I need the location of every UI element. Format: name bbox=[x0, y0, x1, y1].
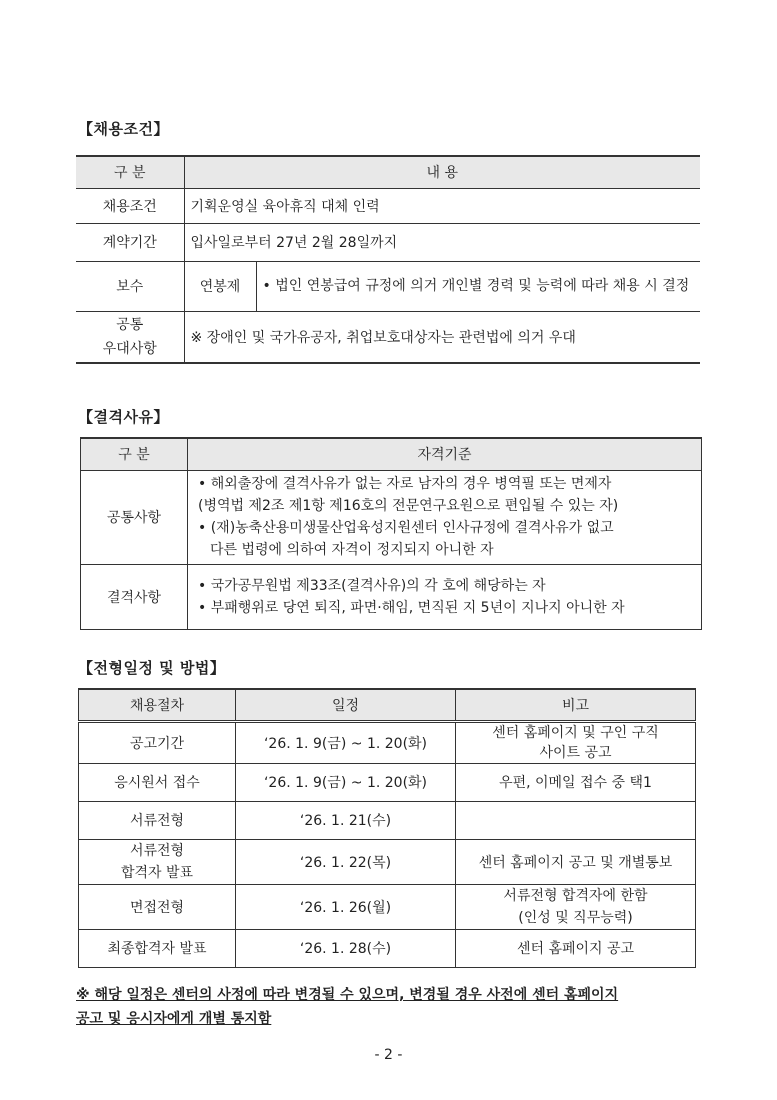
disqualification-table bbox=[80, 437, 702, 630]
schedule-note: 서류전형 합격자에 한함 (인성 및 직무능력) bbox=[456, 884, 696, 929]
row-label: 공통 우대사항 bbox=[76, 311, 184, 363]
table-header: 채용절차 bbox=[79, 689, 236, 721]
row-label: 보수 bbox=[76, 261, 184, 311]
schedule-note: 센터 홈페이지 및 구인 구직 사이트 공고 bbox=[456, 721, 696, 763]
schedule-change-notice: ※ 해당 일정은 센터의 사정에 따라 변경될 수 있으며, 변경될 경우 사전에 센터 홈페이지 공고 및 응시자에게 개별 통지함 bbox=[76, 987, 619, 1027]
table-header: 자격기준 bbox=[188, 438, 702, 470]
schedule-step: 면접전형 bbox=[79, 884, 236, 929]
row-value: • 법인 연봉급여 규정에 의거 개인별 경력 및 능력에 따라 채용 시 결정 bbox=[256, 261, 700, 311]
section-title-schedule: 【전형일정 및 방법】 bbox=[78, 659, 226, 677]
schedule-note: 센터 홈페이지 공고 및 개별통보 bbox=[456, 839, 696, 884]
schedule-step: 서류전형 합격자 발표 bbox=[79, 839, 236, 884]
schedule-date: ‘26. 1. 22(목) bbox=[236, 839, 456, 884]
row-sublabel: 연봉제 bbox=[184, 261, 256, 311]
section-title-disqualification: 【결격사유】 bbox=[78, 408, 169, 426]
schedule-note: 우편, 이메일 접수 중 택1 bbox=[456, 763, 696, 801]
schedule-step: 최종합격자 발표 bbox=[79, 929, 236, 967]
table-header: 일정 bbox=[236, 689, 456, 721]
page-number: - 2 - bbox=[374, 1047, 403, 1063]
row-label: 계약기간 bbox=[76, 223, 184, 261]
schedule-date: ‘26. 1. 9(금) ~ 1. 20(화) bbox=[236, 721, 456, 763]
row-value: ※ 장애인 및 국가유공자, 취업보호대상자는 관련법에 의거 우대 bbox=[184, 311, 700, 363]
table-header: 구 분 bbox=[81, 438, 188, 470]
row-value: • 해외출장에 결격사유가 없는 자로 남자의 경우 병역필 또는 면제자 (병역법 제2조 제1항 제16호의 전문연구요원으로 편입될 수 있는 자) • (재)농축산용미생물산업육성지원센터 인사규정에 결격사유가 없고 다른 법령에 의하여 자격이 정지되지 아니한 자 bbox=[188, 470, 702, 564]
schedule-date: ‘26. 1. 28(수) bbox=[236, 929, 456, 967]
schedule-table bbox=[78, 688, 696, 968]
schedule-date: ‘26. 1. 9(금) ~ 1. 20(화) bbox=[236, 763, 456, 801]
row-label: 채용조건 bbox=[76, 188, 184, 223]
table-header: 구 분 bbox=[76, 156, 184, 188]
row-value: • 국가공무원법 제33조(결격사유)의 각 호에 해당하는 자 • 부패행위로 당연 퇴직, 파면·해임, 면직된 지 5년이 지나지 아니한 자 bbox=[188, 564, 702, 629]
section-title-employment-conditions: 【채용조건】 bbox=[78, 120, 169, 138]
employment-conditions-table bbox=[76, 155, 700, 364]
row-label: 결격사항 bbox=[81, 564, 188, 629]
row-label: 공통사항 bbox=[81, 470, 188, 564]
schedule-step: 응시원서 접수 bbox=[79, 763, 236, 801]
schedule-note: 센터 홈페이지 공고 bbox=[456, 929, 696, 967]
row-value: 입사일로부터 27년 2월 28일까지 bbox=[184, 223, 700, 261]
table-header: 비고 bbox=[456, 689, 696, 721]
schedule-note bbox=[456, 801, 696, 839]
table-header: 내 용 bbox=[184, 156, 700, 188]
schedule-date: ‘26. 1. 21(수) bbox=[236, 801, 456, 839]
schedule-step: 서류전형 bbox=[79, 801, 236, 839]
schedule-step: 공고기간 bbox=[79, 721, 236, 763]
schedule-date: ‘26. 1. 26(월) bbox=[236, 884, 456, 929]
row-value: 기획운영실 육아휴직 대체 인력 bbox=[184, 188, 700, 223]
